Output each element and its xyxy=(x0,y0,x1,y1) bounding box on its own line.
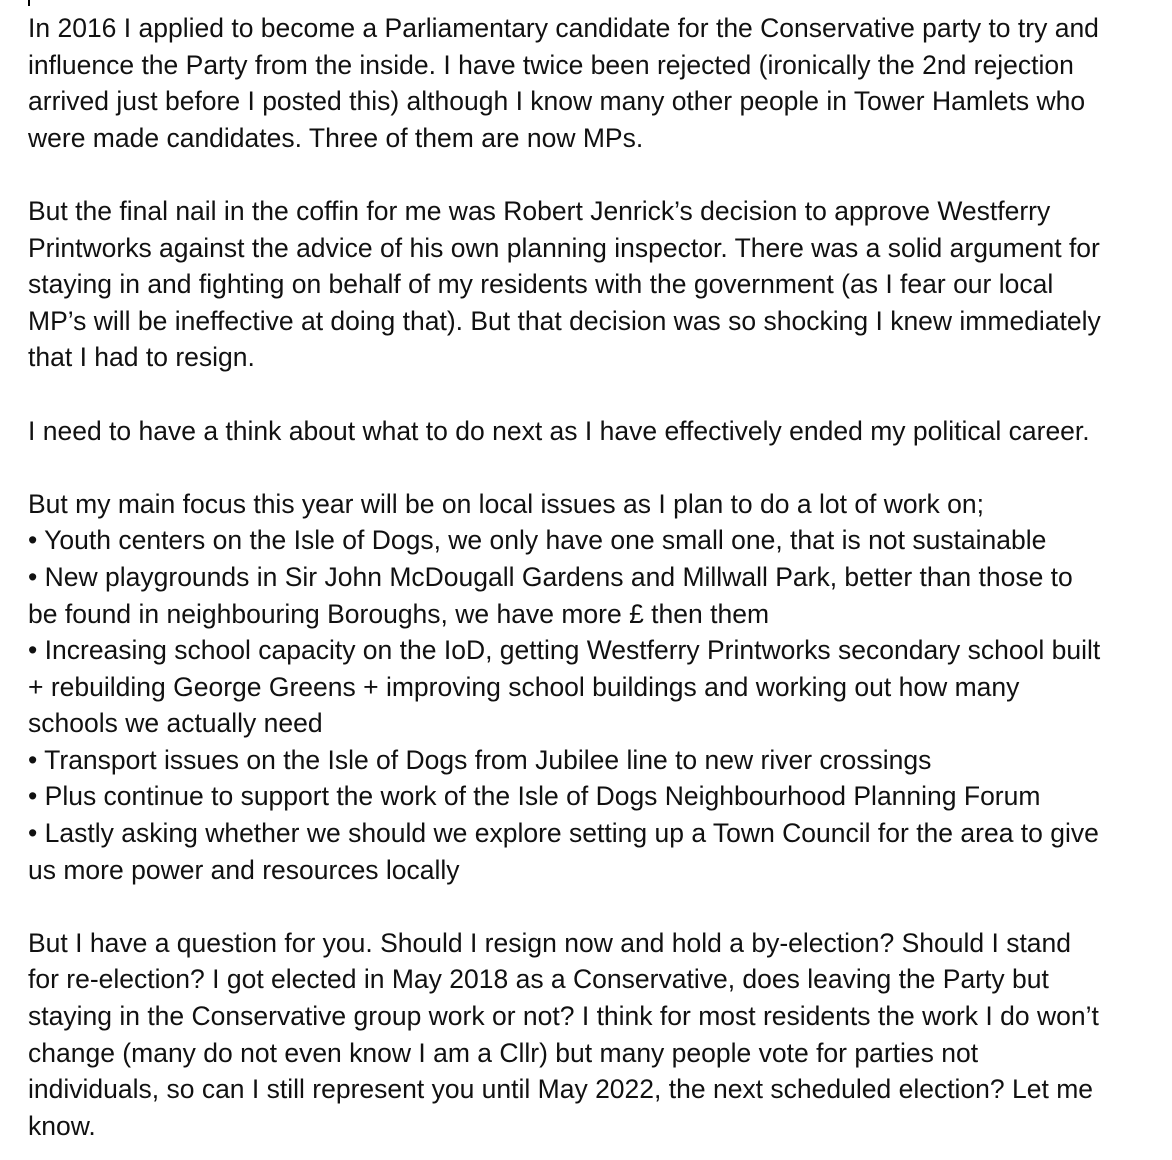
text-line: • Lastly asking whether we should we explore setting up a Town Council for the area to give xyxy=(28,818,1099,849)
text-line: + rebuilding George Greens + improving school buildings and working out how many xyxy=(28,671,1020,702)
text-line: Printworks against the advice of his own planning inspector. There was a solid argument for xyxy=(28,232,1100,263)
paragraph-candidacy xyxy=(28,10,1158,156)
text-line: us more power and resources locally xyxy=(28,854,460,885)
text-line: But my main focus this year will be on local issues as I plan to do a lot of work on; xyxy=(28,488,984,519)
text-line: But I have a question for you. Should I resign now and hold a by-election? Should I stand xyxy=(28,927,1072,958)
text-line: change (many do not even know I am a Cllr) but many people vote for parties not xyxy=(28,1037,979,1068)
list-item-planning-forum xyxy=(28,778,1158,815)
paragraph-next-steps xyxy=(28,413,1158,450)
text-line: But the final nail in the coffin for me was Robert Jenrick’s decision to approve Westferry xyxy=(28,195,1051,226)
text-line: In 2016 I applied to become a Parliamentary candidate for the Conservative party to try and xyxy=(28,13,1099,43)
text-cursor-mark xyxy=(28,0,30,6)
local-issues-list xyxy=(28,522,1158,888)
text-line: were made candidates. Three of them are now MPs. xyxy=(28,122,644,153)
text-line: I need to have a think about what to do next as I have effectively ended my political career. xyxy=(28,415,1090,446)
text-line: for re-election? I got elected in May 2018 as a Conservative, does leaving the Party but xyxy=(28,964,1049,995)
paragraph-local-focus xyxy=(28,486,1158,889)
text-line: individuals, so can I still represent you until May 2022, the next scheduled election? Let me xyxy=(28,1074,1094,1105)
paragraph-westferry-decision xyxy=(28,193,1158,376)
text-line: • Increasing school capacity on the IoD, getting Westferry Printworks secondary school built xyxy=(28,635,1101,666)
list-item-playgrounds xyxy=(28,559,1158,632)
text-line: • Plus continue to support the work of the Isle of Dogs Neighbourhood Planning Forum xyxy=(28,781,1041,812)
text-line: • Youth centers on the Isle of Dogs, we only have one small one, that is not sustainable xyxy=(28,525,1047,556)
text-line: be found in neighbouring Boroughs, we have more £ then them xyxy=(28,598,770,629)
list-item-transport xyxy=(28,742,1158,779)
text-line: MP’s will be ineffective at doing that). But that decision was so shocking I knew immediately xyxy=(28,305,1101,336)
text-line: schools we actually need xyxy=(28,708,323,739)
list-item-school-capacity xyxy=(28,632,1158,742)
text-line: know. xyxy=(28,1110,96,1141)
text-line: staying in the Conservative group work or not? I think for most residents the work I do won’t xyxy=(28,1001,1099,1032)
text-line: • Transport issues on the Isle of Dogs from Jubilee line to new river crossings xyxy=(28,744,932,775)
document-body xyxy=(28,10,1158,1144)
text-line: influence the Party from the inside. I have twice been rejected (ironically the 2nd rejection xyxy=(28,49,1074,80)
text-line: arrived just before I posted this) although I know many other people in Tower Hamlets who xyxy=(28,86,1086,117)
text-line: staying in and fighting on behalf of my residents with the government (as I fear our local xyxy=(28,269,1054,300)
text-line: • New playgrounds in Sir John McDougall Gardens and Millwall Park, better than those to xyxy=(28,561,1073,592)
text-line: that I had to resign. xyxy=(28,342,255,373)
list-item-youth-centers xyxy=(28,522,1158,559)
list-item-town-council xyxy=(28,815,1158,888)
paragraph-question xyxy=(28,925,1158,1145)
